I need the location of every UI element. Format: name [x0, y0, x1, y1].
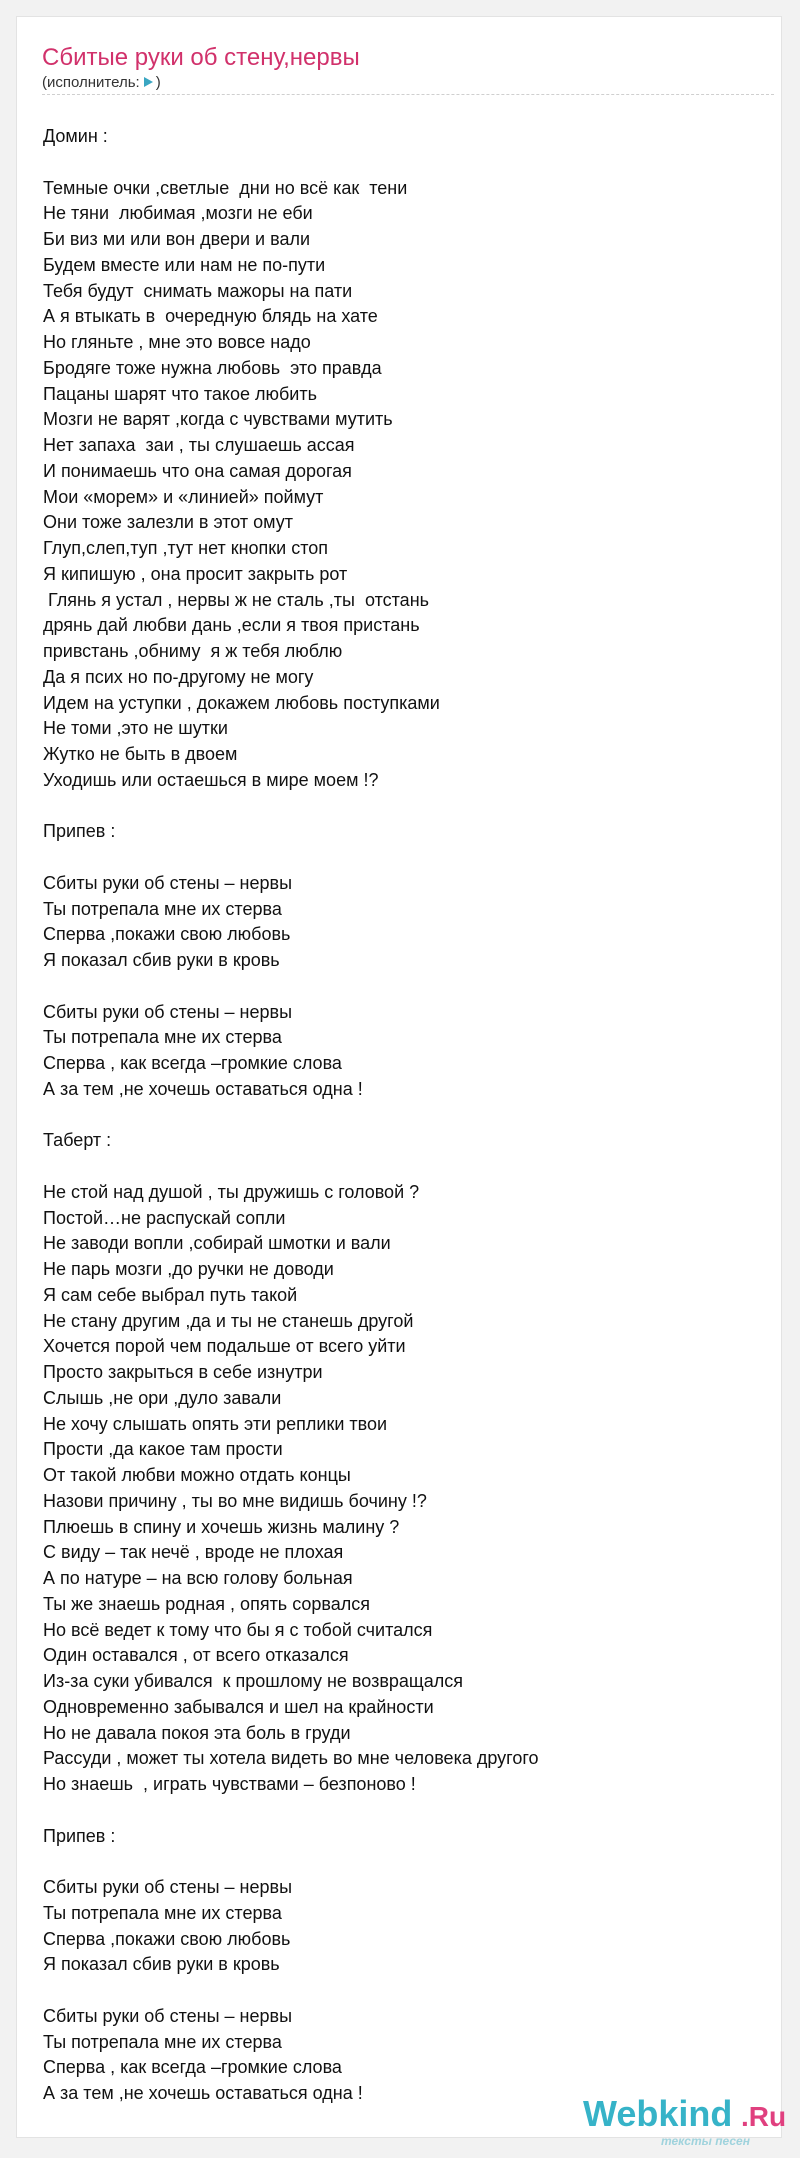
- lyric-line: Не стой над душой , ты дружишь с головой ?: [43, 1181, 420, 1202]
- lyric-line: Будем вместе или нам не по-пути: [43, 254, 326, 275]
- lyric-line: привстань ,обниму я ж тебя люблю: [43, 641, 343, 661]
- lyric-line: Но знаешь , играть чувствами – безпоново !: [43, 1774, 416, 1794]
- header-divider: [42, 94, 774, 95]
- lyric-line: Сперва ,покажи свою любовь: [43, 924, 291, 945]
- lyric-line: Ты потрепала мне их стерва: [43, 898, 282, 919]
- play-icon[interactable]: [144, 77, 153, 87]
- lyric-line: Уходишь или остаешься в мире моем !?: [43, 769, 379, 790]
- lyric-line: От такой любви можно отдать концы: [43, 1465, 351, 1485]
- lyric-line: А за тем ,не хочешь оставаться одна !: [43, 2083, 363, 2103]
- lyric-line: Нет запаха заи , ты слушаешь ассая: [43, 435, 355, 455]
- artist-suffix: ): [155, 74, 161, 91]
- logo-tld: .Ru: [741, 2101, 787, 2132]
- lyric-line: Припев :: [43, 821, 116, 842]
- lyric-line: Пацаны шарят что такое любить: [43, 383, 317, 404]
- lyric-line: Сперва , как всегда –громкие слова: [43, 1053, 342, 1073]
- lyric-line: дрянь дай любви дань ,если я твоя пристань: [43, 615, 420, 636]
- lyric-line: Да я псих но по-другому не могу: [43, 666, 314, 687]
- lyric-line: Сперва , как всегда –громкие слова: [43, 2057, 342, 2078]
- lyric-line: Мозги не варят ,когда с чувствами мутить: [43, 409, 393, 430]
- lyric-line: Они тоже залезли в этот омут: [43, 512, 293, 533]
- artist-line: [42, 73, 161, 93]
- lyric-line: Глянь я устал , нервы ж не сталь ,ты отстань: [43, 589, 430, 610]
- lyric-blank-line: [43, 845, 773, 871]
- lyric-line: Припев :: [43, 1825, 116, 1846]
- lyric-line: Я показал сбив руки в кровь: [43, 950, 280, 970]
- lyric-line: Сперва ,покажи свою любовь: [43, 1928, 291, 1949]
- lyric-line: Хочется порой чем подальше от всего уйти: [43, 1336, 406, 1357]
- lyric-line: А по натуре – на всю голову больная: [43, 1568, 353, 1588]
- lyric-line: Постой…не распускай сопли: [43, 1207, 286, 1228]
- lyric-blank-line: [43, 150, 773, 176]
- lyric-line: Сбиты руки об стены – нервы: [43, 872, 293, 893]
- lyric-line: Не заводи вопли ,собирай шмотки и вали: [43, 1233, 391, 1254]
- lyric-line: Но гляньте , мне это вовсе надо: [43, 332, 311, 352]
- lyric-line: Сбиты руки об стены – нервы: [43, 2005, 293, 2026]
- lyric-line: Не томи ,это не шутки: [43, 718, 228, 739]
- lyric-blank-line: [43, 1103, 773, 1129]
- lyric-line: Назови причину , ты во мне видишь бочину !?: [43, 1490, 427, 1511]
- lyric-line: Но всё ведет к тому что бы я с тобой считался: [43, 1619, 433, 1640]
- lyric-line: Слышь ,не ори ,дуло завали: [43, 1387, 282, 1408]
- logo-brand: Webkind: [583, 2093, 733, 2134]
- webkind-logo: [583, 2092, 788, 2152]
- lyric-line: Плюешь в спину и хочешь жизнь малину ?: [43, 1516, 400, 1537]
- lyric-line: Из-за суки убивался к прошлому не возвращался: [43, 1671, 463, 1691]
- lyric-line: Жутко не быть в двоем: [43, 744, 238, 764]
- logo-tagline: тексты песен: [661, 2134, 750, 2148]
- lyric-line: Но не давала покоя эта боль в груди: [43, 1722, 351, 1743]
- lyric-line: Сбиты руки об стены – нервы: [43, 1877, 293, 1897]
- lyric-blank-line: [43, 1154, 773, 1180]
- lyric-line: А за тем ,не хочешь оставаться одна !: [43, 1078, 363, 1099]
- lyrics-card: [16, 16, 787, 2148]
- lyric-line: Я сам себе выбрал путь такой: [43, 1284, 298, 1305]
- lyric-line: Ты потрепала мне их стерва: [43, 2031, 282, 2052]
- lyric-line: Идем на уступки , докажем любовь поступками: [43, 692, 440, 713]
- lyrics-body: [43, 124, 773, 2107]
- lyric-line: Би виз ми или вон двери и вали: [43, 229, 311, 249]
- lyric-line: Одновременно забывался и шел на крайности: [43, 1696, 434, 1717]
- lyric-blank-line: [43, 794, 773, 820]
- lyric-line: Сбиты руки об стены – нервы: [43, 1001, 293, 1022]
- lyric-line: Темные очки ,светлые дни но всё как тени: [43, 177, 408, 198]
- song-title: Сбитые руки об стену,нервы: [42, 44, 360, 71]
- artist-prefix: (исполнитель:: [42, 74, 140, 91]
- lyric-line: Не тяни любимая ,мозги не еби: [43, 203, 313, 224]
- lyric-line: А я втыкать в очередную блядь на хате: [43, 306, 378, 327]
- lyric-blank-line: [43, 974, 773, 1000]
- lyric-line: Ты же знаешь родная , опять сорвался: [43, 1593, 371, 1614]
- lyric-line: Глуп,слеп,туп ,тут нет кнопки стоп: [43, 538, 329, 558]
- lyric-blank-line: [43, 1798, 773, 1824]
- lyric-line: Не парь мозги ,до ручки не доводи: [43, 1259, 334, 1279]
- lyric-line: Ты потрепала мне их стерва: [43, 1027, 282, 1048]
- lyric-line: Ты потрепала мне их стерва: [43, 1902, 282, 1923]
- lyric-line: Бродяге тоже нужна любовь это правда: [43, 357, 382, 378]
- lyric-line: Просто закрыться в себе изнутри: [43, 1362, 323, 1382]
- lyric-line: Мои «морем» и «линией» поймут: [43, 486, 324, 507]
- lyric-line: С виду – так нечё , вроде не плохая: [43, 1542, 344, 1563]
- lyric-line: И понимаешь что она самая дорогая: [43, 460, 352, 481]
- lyric-line: Я показал сбив руки в кровь: [43, 1954, 280, 1975]
- lyric-line: Один оставался , от всего отказался: [43, 1645, 349, 1666]
- lyric-line: Я кипишую , она просит закрыть рот: [43, 563, 348, 584]
- lyric-line: Таберт :: [43, 1130, 112, 1151]
- lyric-line: Не хочу слышать опять эти реплики твои: [43, 1413, 388, 1434]
- lyric-line: Не стану другим ,да и ты не станешь другой: [43, 1310, 414, 1331]
- lyric-line: Прости ,да какое там прости: [43, 1439, 283, 1460]
- lyric-blank-line: [43, 1978, 773, 2004]
- lyric-line: Домин :: [43, 126, 108, 146]
- lyric-blank-line: [43, 1849, 773, 1875]
- lyric-line: Тебя будут снимать мажоры на пати: [43, 280, 353, 301]
- lyric-line: Рассуди , может ты хотела видеть во мне человека другого: [43, 1748, 539, 1769]
